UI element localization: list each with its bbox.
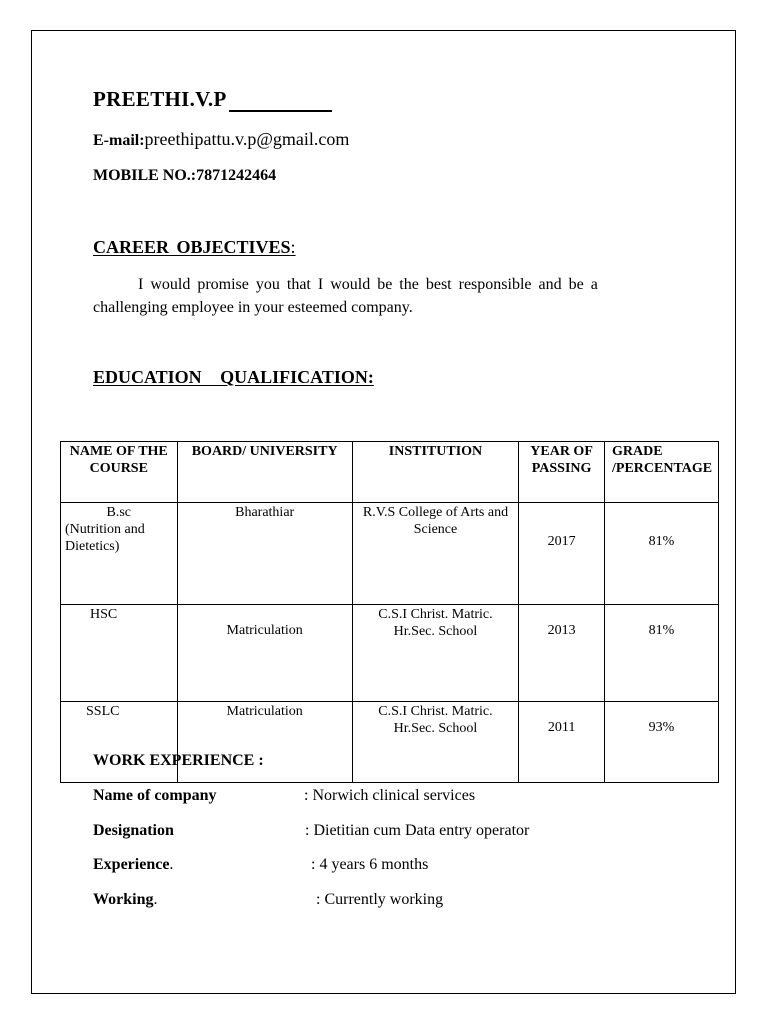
email-line xyxy=(93,129,349,150)
education-table xyxy=(60,441,719,783)
company-label: Name of company xyxy=(93,787,217,804)
cell-grade: 81% xyxy=(605,605,719,702)
course-name: SSLC xyxy=(86,704,120,719)
cell-year: 2017 xyxy=(519,503,605,605)
experience-label: Experience. xyxy=(93,856,174,873)
col-header-institution: INSTITUTION xyxy=(352,442,518,503)
course-name: B.sc xyxy=(106,505,132,520)
email-value: preethipattu.v.p@gmail.com xyxy=(144,129,350,149)
cell-course xyxy=(61,702,178,783)
cell-year: 2013 xyxy=(519,605,605,702)
cell-institution: R.V.S College of Arts and Science xyxy=(352,503,518,605)
experience-label-text: Experience xyxy=(93,856,170,873)
work-experience-heading: WORK EXPERIENCE : xyxy=(93,752,264,769)
career-heading-text: CAREER OBJECTIVES xyxy=(93,237,291,257)
career-line-1: I would promise you that I would be the best responsible and be a xyxy=(138,276,598,293)
experience-value: : 4 years 6 months xyxy=(311,856,429,873)
education-heading: EDUCATION QUALIFICATION: xyxy=(93,367,374,387)
cell-institution: C.S.I Christ. Matric. Hr.Sec. School xyxy=(352,605,518,702)
email-label: E-mail: xyxy=(93,132,145,149)
cell-board: Matriculation xyxy=(177,605,352,702)
cell-board: Bharathiar xyxy=(177,503,352,605)
cell-course xyxy=(61,503,178,605)
name-text: PREETHI.V.P xyxy=(93,87,227,111)
designation-label: Designation xyxy=(93,822,174,839)
career-line-2: challenging employee in your esteemed company. xyxy=(93,299,413,316)
cell-institution: C.S.I Christ. Matric. Hr.Sec. School xyxy=(352,702,518,783)
table-row xyxy=(61,702,719,783)
course-detail: (Nutrition and Dietetics) xyxy=(65,522,145,554)
table-header-row xyxy=(61,442,719,503)
col-header-grade: GRADE /PERCENTAGE xyxy=(605,442,719,503)
cell-course xyxy=(61,605,178,702)
mobile-number: MOBILE NO.:7871242464 xyxy=(93,167,277,184)
name-underline xyxy=(229,90,332,112)
working-label: Working. xyxy=(93,891,158,908)
course-name: HSC xyxy=(90,607,118,622)
col-header-year: YEAR OF PASSING xyxy=(519,442,605,503)
cell-board: Matriculation xyxy=(177,702,352,783)
designation-value: : Dietitian cum Data entry operator xyxy=(305,822,530,839)
cell-grade: 81% xyxy=(605,503,719,605)
career-objective-text xyxy=(93,273,653,319)
career-heading-colon: : xyxy=(290,237,296,257)
cell-year: 2011 xyxy=(519,702,605,783)
table-row xyxy=(61,605,719,702)
cell-grade: 93% xyxy=(605,702,719,783)
working-label-text: Working xyxy=(93,891,154,908)
career-objectives-heading xyxy=(93,237,296,258)
col-header-course: NAME OF THE COURSE xyxy=(61,442,178,503)
company-value: : Norwich clinical services xyxy=(304,787,476,804)
table-row xyxy=(61,503,719,605)
applicant-name xyxy=(93,87,332,112)
working-value: : Currently working xyxy=(316,891,444,908)
col-header-board: BOARD/ UNIVERSITY xyxy=(177,442,352,503)
